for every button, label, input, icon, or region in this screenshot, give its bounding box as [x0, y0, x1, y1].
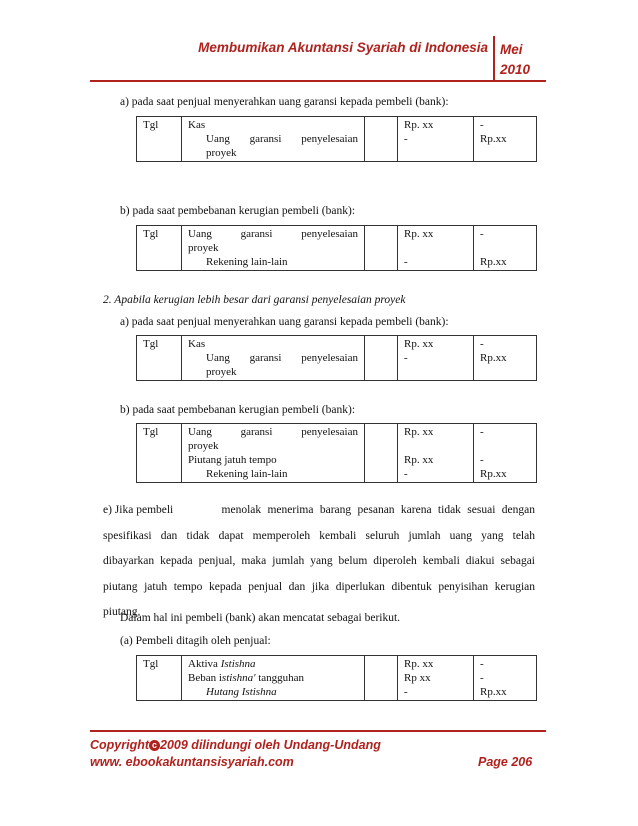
- credit-blank: [480, 439, 530, 453]
- footer-copyright: [90, 738, 381, 752]
- debit-value: -: [404, 686, 408, 698]
- debit-value: Rp. xx: [404, 119, 434, 131]
- copyright-label: Copyright: [90, 738, 150, 752]
- header-divider: [493, 36, 495, 80]
- word: garansi: [249, 133, 282, 145]
- credit-value: Rp.xx: [480, 686, 507, 698]
- credit-value: -: [480, 454, 484, 466]
- credit-blank: [480, 241, 530, 255]
- account-cell: [182, 336, 365, 381]
- credit-cell: [474, 424, 537, 483]
- credit-cell: [474, 336, 537, 381]
- word: Beban i: [188, 672, 222, 684]
- account-line: proyek: [206, 366, 237, 378]
- account-line: Kas: [188, 338, 206, 350]
- ref-cell: [365, 424, 398, 483]
- account-cell: [182, 117, 365, 162]
- page-number: Page 206: [478, 755, 533, 769]
- word: stishna': [221, 672, 256, 684]
- debit-value: -: [404, 256, 408, 268]
- credit-value: Rp.xx: [480, 256, 507, 268]
- debit-value: -: [404, 352, 408, 364]
- item-a-text: a) pada saat penjual menyerahkan uang garansi kepada pembeli (bank):: [120, 316, 449, 328]
- debit-cell: [398, 336, 474, 381]
- word: Uang: [188, 228, 212, 240]
- journal-table-5: [136, 655, 537, 701]
- debit-value: Rp. xx: [404, 338, 434, 350]
- account-line: proyek: [206, 147, 237, 159]
- paragraph-line: piutang jatuh tempo kepada penjual dan jika diperlukan dibentuk penyisihan kerugian: [103, 580, 535, 593]
- journal-table-4: [136, 423, 537, 483]
- header-year: 2010: [500, 62, 531, 77]
- debit-cell: [398, 117, 474, 162]
- header-rule: [90, 80, 546, 82]
- date-cell: Tgl: [137, 656, 182, 701]
- debit-value: -: [404, 133, 408, 145]
- date-cell: Tgl: [137, 424, 182, 483]
- item-b-text: b) pada saat pembebanan kerugian pembeli (bank):: [120, 205, 356, 217]
- account-cell: [182, 226, 365, 271]
- account-line: [188, 657, 358, 671]
- journal-table-3: [136, 335, 537, 381]
- word: Istishna: [220, 658, 256, 670]
- word: Uang: [206, 352, 230, 364]
- debit-cell: [398, 424, 474, 483]
- word: penyelesaian: [301, 228, 358, 240]
- credit-value: Rp.xx: [480, 468, 507, 480]
- copyright-icon: c: [149, 740, 160, 751]
- paragraph-line: spesifikasi dan tidak dapat memperoleh kembali seluruh jumlah uang yang telah: [103, 529, 535, 542]
- account-line: proyek: [188, 242, 219, 254]
- ref-cell: [365, 226, 398, 271]
- text-run: menolak menerima barang pesanan karena tidak sesuai dengan: [221, 504, 535, 516]
- footer-url[interactable]: www. ebookakuntansisyariah.com: [90, 755, 294, 769]
- credit-value: -: [480, 119, 484, 131]
- account-line: proyek: [188, 440, 219, 452]
- item-a-text: a) pada saat penjual menyerahkan uang garansi kepada pembeli (bank):: [120, 96, 449, 108]
- paragraph-note: Dalam hal ini pembeli (bank) akan mencatat sebagai berikut.: [120, 612, 401, 624]
- credit-value: Rp.xx: [480, 133, 507, 145]
- header-month: Mei: [500, 42, 523, 57]
- section-2-heading: 2. Apabila kerugian lebih besar dari garansi penyelesaian proyek: [103, 294, 406, 306]
- debit-blank: [404, 439, 467, 453]
- debit-cell: [398, 656, 474, 701]
- journal-table-1: [136, 116, 537, 162]
- credit-cell: [474, 226, 537, 271]
- paragraph-line: [103, 498, 535, 524]
- paragraph-e: [103, 498, 535, 626]
- account-line: Piutang jatuh tempo: [188, 454, 277, 466]
- date-cell: Tgl: [137, 336, 182, 381]
- debit-value: Rp. xx: [404, 454, 434, 466]
- item-b-text: b) pada saat pembebanan kerugian pembeli (bank):: [120, 404, 356, 416]
- debit-value: Rp xx: [404, 672, 431, 684]
- ref-cell: [365, 656, 398, 701]
- word: penyelesaian: [301, 133, 358, 145]
- account-line: [188, 351, 358, 365]
- paragraph-line: dibayarkan kepada penjual, maka jumlah yang belum diperoleh kembali diakui sebagai: [103, 555, 535, 567]
- account-line: [188, 425, 358, 439]
- debit-blank: [404, 241, 467, 255]
- account-cell: [182, 424, 365, 483]
- credit-cell: [474, 117, 537, 162]
- paragraph-line: piutang.: [103, 606, 141, 618]
- ref-cell: [365, 117, 398, 162]
- text-run: e) Jika pembeli: [103, 504, 174, 516]
- copyright-text: 2009 dilindungi oleh Undang-Undang: [160, 738, 381, 752]
- debit-cell: [398, 226, 474, 271]
- debit-value: Rp. xx: [404, 658, 434, 670]
- credit-value: Rp.xx: [480, 352, 507, 364]
- account-line: Kas: [188, 119, 206, 131]
- account-line: [188, 227, 358, 241]
- account-line: Hutang Istishna: [206, 686, 277, 698]
- word: Uang: [188, 426, 212, 438]
- journal-table-2: [136, 225, 537, 271]
- credit-value: -: [480, 228, 484, 240]
- credit-value: -: [480, 426, 484, 438]
- credit-value: -: [480, 338, 484, 350]
- account-line: [188, 132, 358, 146]
- word: penyelesaian: [301, 426, 358, 438]
- account-cell: [182, 656, 365, 701]
- credit-value: -: [480, 658, 484, 670]
- header-title: Membumikan Akuntansi Syariah di Indonesia: [198, 40, 488, 55]
- date-cell: Tgl: [137, 226, 182, 271]
- item-a-text: (a) Pembeli ditagih oleh penjual:: [120, 635, 271, 647]
- date-cell: Tgl: [137, 117, 182, 162]
- word: garansi: [240, 228, 273, 240]
- ref-cell: [365, 336, 398, 381]
- account-line: Rekening lain-lain: [206, 256, 288, 268]
- account-line: Rekening lain-lain: [206, 468, 288, 480]
- header-date: [500, 40, 530, 80]
- credit-cell: [474, 656, 537, 701]
- word: penyelesaian: [301, 352, 358, 364]
- word: Aktiva: [188, 658, 221, 670]
- footer-rule: [90, 730, 546, 732]
- debit-value: Rp. xx: [404, 228, 434, 240]
- debit-value: Rp. xx: [404, 426, 434, 438]
- word: garansi: [249, 352, 282, 364]
- word: tangguhan: [255, 672, 305, 684]
- word: Uang: [206, 133, 230, 145]
- debit-value: -: [404, 468, 408, 480]
- account-line: [188, 671, 358, 685]
- credit-value: -: [480, 672, 484, 684]
- word: garansi: [240, 426, 273, 438]
